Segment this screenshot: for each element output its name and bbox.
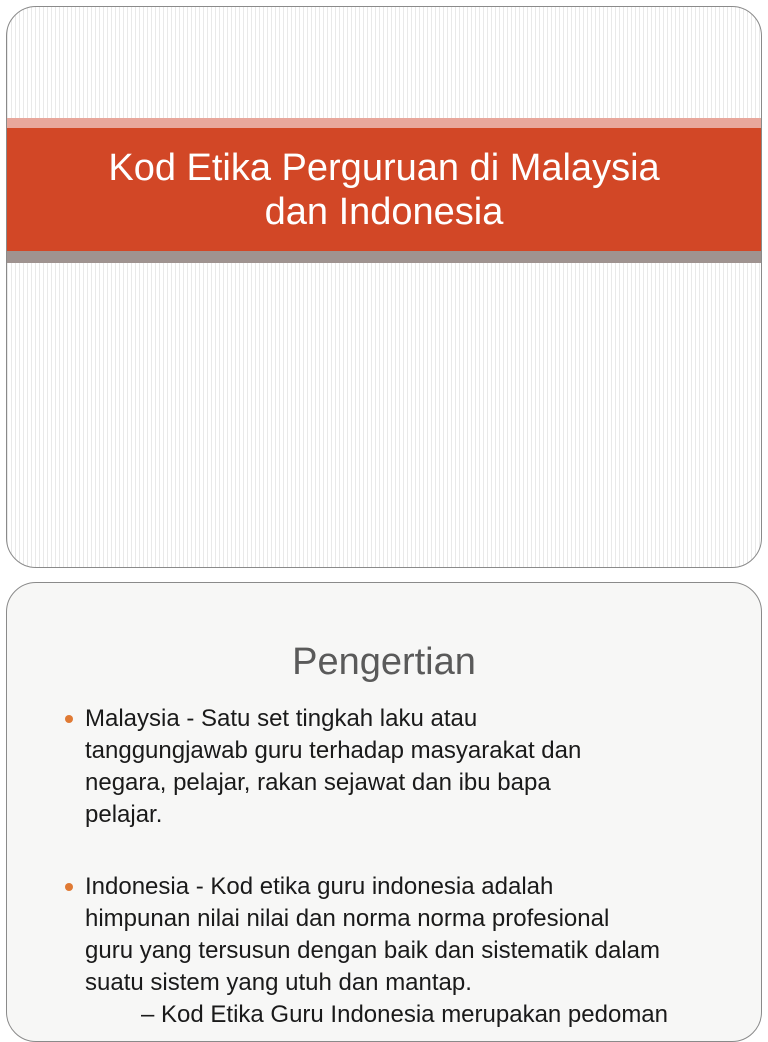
title-slide <box>6 6 762 568</box>
slide-title-line-2: dan Indonesia <box>264 190 504 233</box>
bullet-line: tanggungjawab guru terhadap masyarakat dan <box>85 737 582 764</box>
bullet-line: Indonesia - Kod etika guru indonesia adalah <box>85 873 554 900</box>
bullet-line: himpunan nilai nilai dan norma norma profesional <box>85 905 610 932</box>
bullet-dot-icon <box>65 883 73 891</box>
bullet-line: suatu sistem yang utuh dan mantap. <box>85 969 472 996</box>
bullet-indonesia <box>85 871 745 999</box>
bullet-line: pelajar. <box>85 801 163 828</box>
sub-bullet-indonesia: – Kod Etika Guru Indonesia merupakan pedoman <box>141 1001 669 1028</box>
bullet-line: negara, pelajar, rakan sejawat dan ibu bapa <box>85 769 551 796</box>
slide-title <box>34 146 734 234</box>
title-banner-top-stripe <box>7 118 761 128</box>
title-banner-main <box>7 128 761 251</box>
title-banner-bottom-stripe <box>7 251 761 263</box>
bullet-malaysia <box>85 703 745 831</box>
title-banner <box>7 118 761 263</box>
bullet-dot-icon <box>65 715 73 723</box>
content-slide <box>6 582 762 1042</box>
bullet-list <box>85 703 745 1031</box>
bullet-line: Malaysia - Satu set tingkah laku atau <box>85 705 478 732</box>
bullet-line: guru yang tersusun dengan baik dan sistematik dalam <box>85 937 661 964</box>
slide-title-line-1: Kod Etika Perguruan di Malaysia <box>108 146 660 189</box>
content-heading: Pengertian <box>292 641 476 683</box>
